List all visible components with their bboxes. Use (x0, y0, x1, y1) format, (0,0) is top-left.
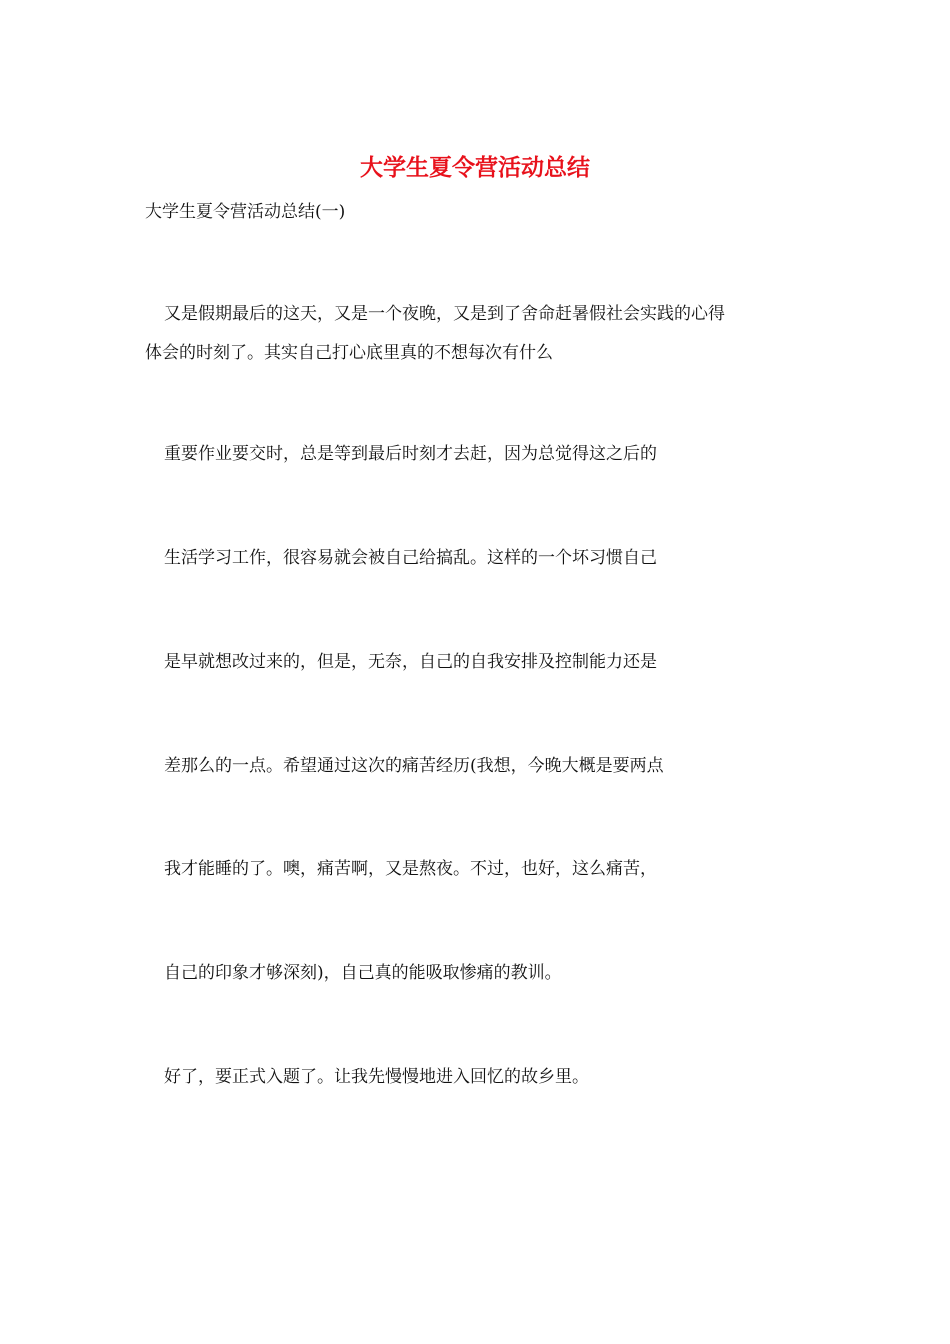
paragraph-line: 我才能睡的了。噢，痛苦啊，又是熬夜。不过，也好，这么痛苦， (164, 859, 657, 879)
paragraph-line: 体会的时刻了。其实自己打心底里真的不想每次有什么 (145, 343, 553, 363)
document-subtitle: 大学生夏令营活动总结(一) (145, 202, 346, 222)
paragraph-line: 自己的印象才够深刻)，自己真的能吸取惨痛的教训。 (164, 963, 562, 983)
document-title: 大学生夏令营活动总结 (360, 154, 590, 181)
paragraph-line: 又是假期最后的这天，又是一个夜晚，又是到了舍命赶暑假社会实践的心得 (164, 304, 725, 324)
paragraph-line: 重要作业要交时，总是等到最后时刻才去赶，因为总觉得这之后的 (164, 444, 657, 464)
paragraph-line: 生活学习工作，很容易就会被自己给搞乱。这样的一个坏习惯自己 (164, 548, 657, 568)
paragraph-line: 是早就想改过来的，但是，无奈，自己的自我安排及控制能力还是 (164, 652, 657, 672)
paragraph-line: 差那么的一点。希望通过这次的痛苦经历(我想，今晚大概是要两点 (164, 756, 664, 776)
paragraph-line: 好了，要正式入题了。让我先慢慢地进入回忆的故乡里。 (164, 1067, 589, 1087)
